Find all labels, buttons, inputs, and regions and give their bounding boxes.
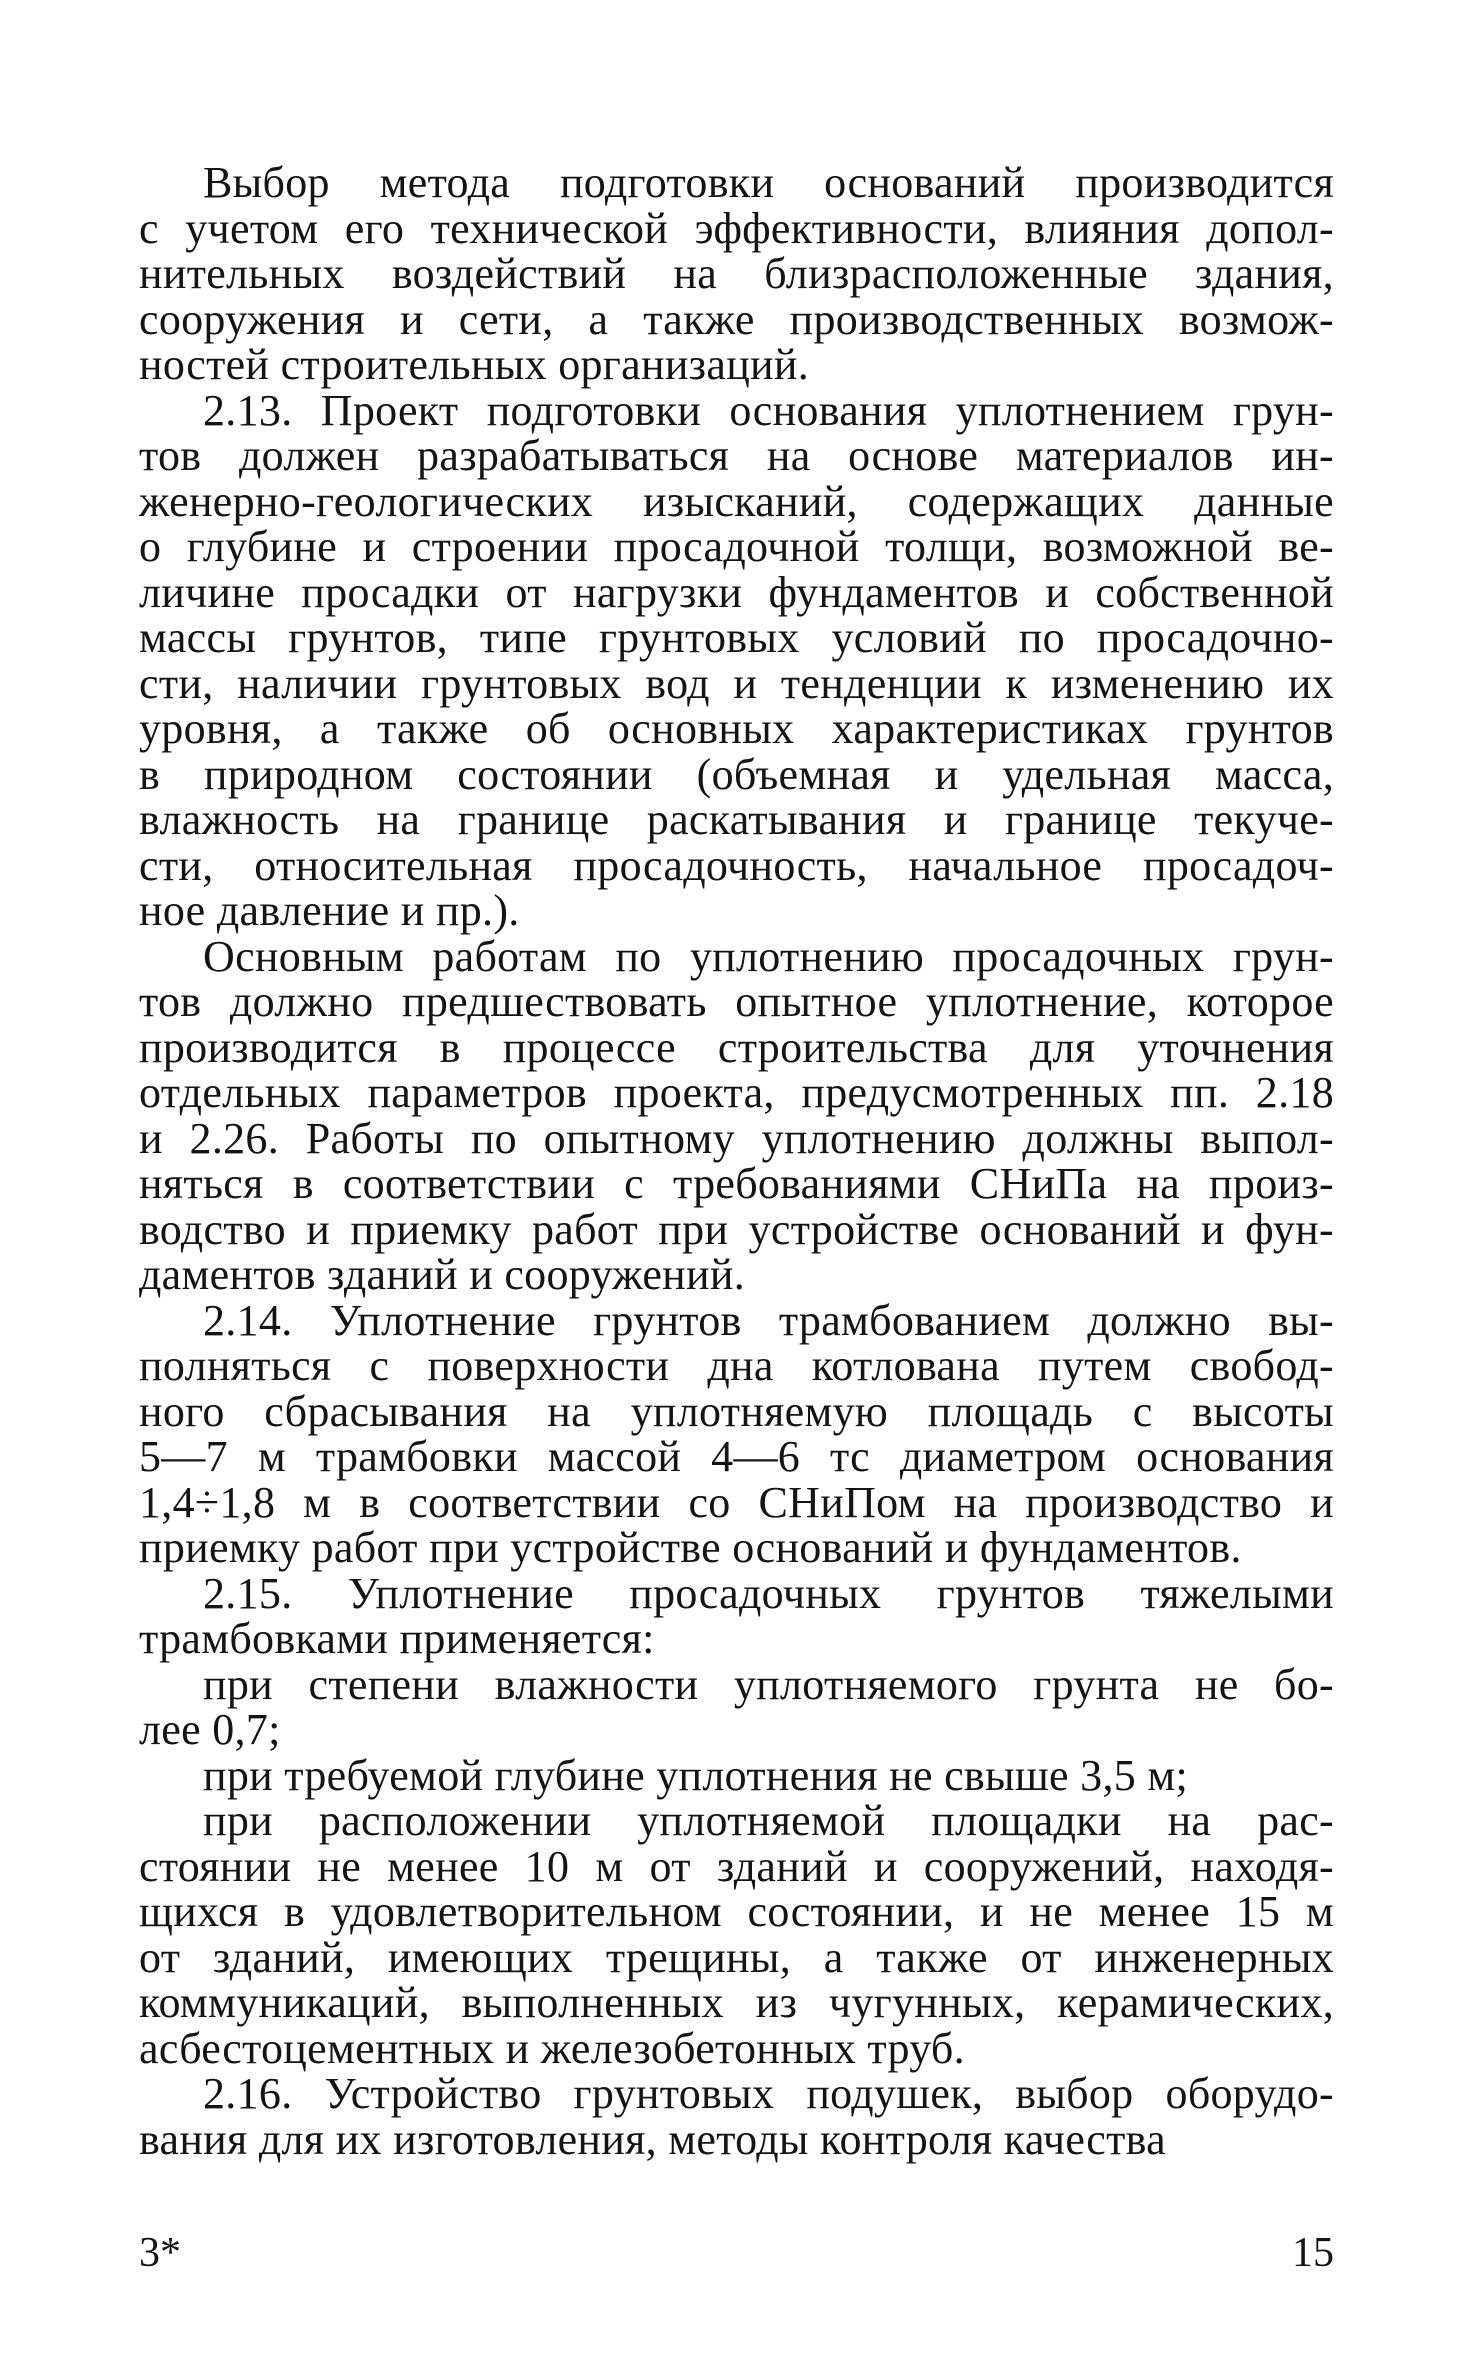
text-line: о глубине и строении просадочной толщи, возможной ве- xyxy=(139,522,1334,571)
text-line: 5—7 м трамбовки массой 4—6 тс диаметром основания xyxy=(139,1432,1334,1481)
text-line: стоянии не менее 10 м от зданий и сооружений, находя- xyxy=(139,1841,1334,1891)
text-line: при расположении уплотняемой площадки на рас- xyxy=(203,1796,1334,1845)
text-line: 2.15. Уплотнение просадочных грунтов тяжелыми xyxy=(203,1568,1334,1618)
text-line: ное давление и пр.). xyxy=(139,886,520,935)
text-line: даментов зданий и сооружений. xyxy=(139,1250,746,1299)
paragraph xyxy=(139,1659,1334,1754)
text-line: тов должен разрабатываться на основе материалов ин- xyxy=(139,431,1334,480)
paragraph xyxy=(139,160,1334,388)
page-footer xyxy=(139,2229,1334,2279)
text-line: сооружения и сети, а также производственных возмож- xyxy=(139,294,1334,344)
text-line: от зданий, имеющих трещины, а также от инженерных xyxy=(139,1932,1334,1982)
text-line: щихся в удовлетворительном состоянии, и не менее 15 м xyxy=(139,1887,1334,1936)
paragraph xyxy=(139,1750,1334,1800)
text-line: отдельных параметров проекта, предусмотренных пп. 2.18 xyxy=(139,1068,1334,1117)
text-line: ного сбрасывания на уплотняемую площадь с высоты xyxy=(139,1386,1334,1436)
text-line: сти, наличии грунтовых вод и тенденции к изменению их xyxy=(139,658,1334,708)
text-line: 2.13. Проект подготовки основания уплотнением грун- xyxy=(203,385,1334,435)
text-line: с учетом его технической эффективности, влияния допол- xyxy=(139,203,1334,253)
text-line: няться в соответствии с требованиями СНиПа на произ- xyxy=(139,1159,1334,1208)
signature-mark: 3* xyxy=(139,2230,181,2276)
text-line: уровня, а также об основных характеристиках грунтов xyxy=(139,704,1334,753)
text-line: женерно-геологических изысканий, содержащих данные xyxy=(139,476,1334,526)
text-line: нительных воздействий на близрасположенные здания, xyxy=(139,249,1334,298)
text-line: производится в процессе строительства для уточнения xyxy=(139,1022,1334,1072)
paragraph xyxy=(139,1568,1334,1663)
text-line: ностей строительных организаций. xyxy=(139,340,810,389)
text-line: Основным работам по уплотнению просадочных грун- xyxy=(203,931,1334,981)
paragraph xyxy=(139,931,1334,1299)
text-line: массы грунтов, типе грунтовых условий по просадочно- xyxy=(139,613,1334,662)
text-line: сти, относительная просадочность, начальное просадоч- xyxy=(139,840,1334,890)
text-line: при степени влажности уплотняемого грунта не бо- xyxy=(203,1659,1334,1709)
text-line: трамбовками применяется: xyxy=(139,1614,655,1663)
text-line: вания для их изготовления, методы контроля качества xyxy=(139,2114,1166,2164)
text-line: Выбор метода подготовки оснований производится xyxy=(203,158,1334,207)
text-line: асбестоцементных и железобетонных труб. xyxy=(139,2023,965,2073)
text-line: 2.14. Уплотнение грунтов трамбованием должно вы- xyxy=(203,1295,1334,1345)
paragraph xyxy=(139,2071,1334,2162)
text-line: в природном состоянии (объемная и удельная масса, xyxy=(139,749,1334,799)
text-line: приемку работ при устройстве оснований и фундаментов. xyxy=(139,1523,1242,1572)
paragraph xyxy=(139,1295,1334,1572)
text-line: 1,4÷1,8 м в соответствии со СНиПом на производство и xyxy=(139,1477,1334,1527)
text-line: при требуемой глубине уплотнения не свыше 3,5 м; xyxy=(203,1750,1189,1800)
text-line: личине просадки от нагрузки фундаментов и собственной xyxy=(139,567,1334,617)
text-line: лее 0,7; xyxy=(139,1705,281,1754)
paragraph xyxy=(139,1798,1334,2071)
text-line: тов должно предшествовать опытное уплотнение, которое xyxy=(139,977,1334,1026)
page-number: 15 xyxy=(1292,2230,1334,2276)
text-line: и 2.26. Работы по опытному уплотнению должны выпол- xyxy=(139,1113,1334,1163)
text-line: 2.16. Устройство грунтовых подушек, выбор оборудо- xyxy=(203,2069,1334,2118)
text-line: коммуникаций, выполненных из чугунных, керамических, xyxy=(139,1978,1334,2027)
text-line: водство и приемку работ при устройстве оснований и фун- xyxy=(139,1204,1334,1254)
text-line: влажность на границе раскатывания и границе текуче- xyxy=(139,795,1334,844)
text-line: полняться с поверхности дна котлована путем свобод- xyxy=(139,1341,1334,1390)
body-text xyxy=(139,160,1334,2162)
paragraph xyxy=(139,385,1334,935)
